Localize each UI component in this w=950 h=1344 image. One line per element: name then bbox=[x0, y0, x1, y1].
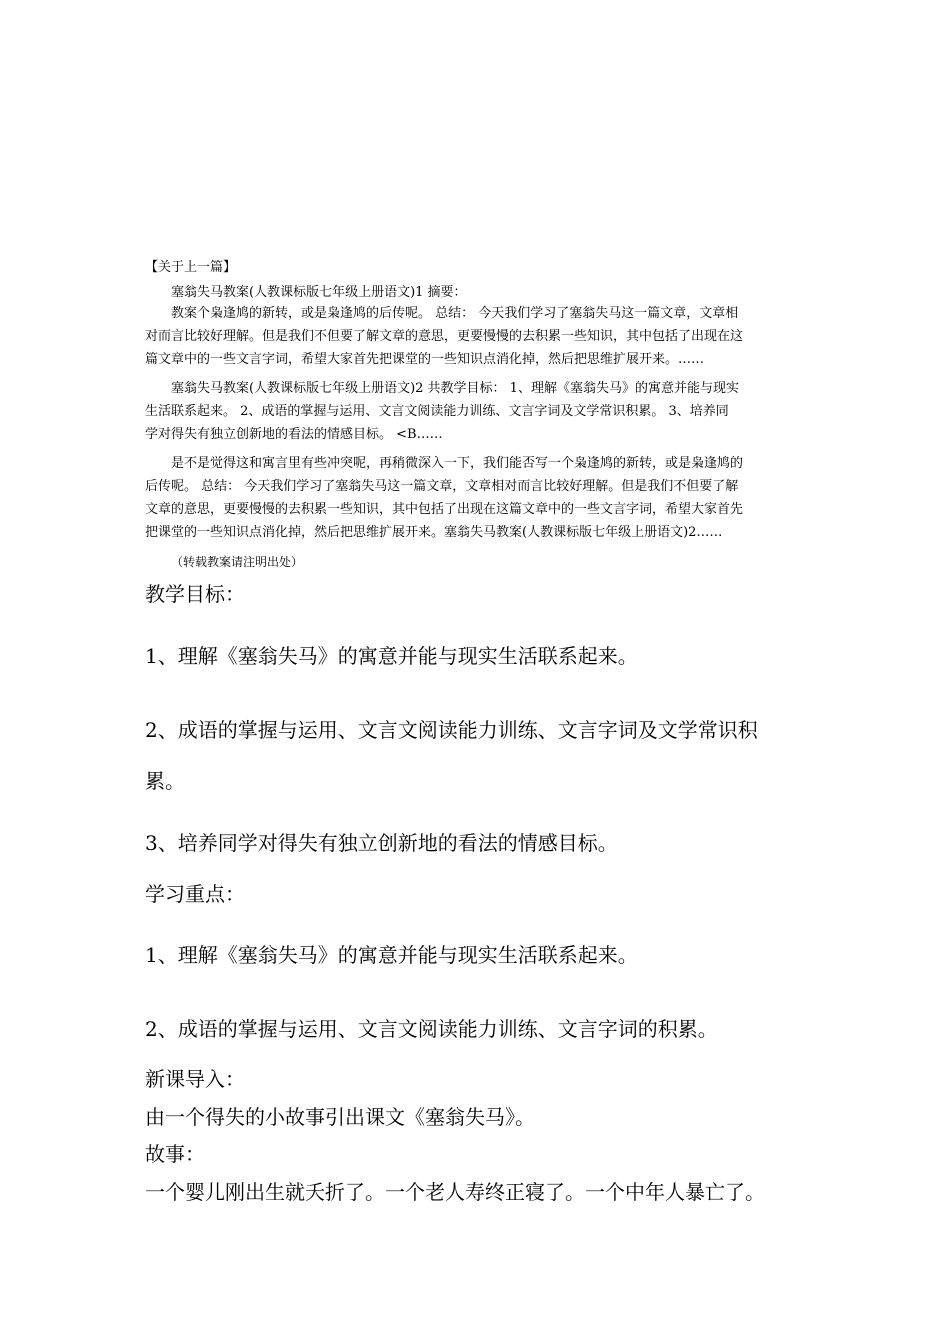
text-line: 学对得失有独立创新地的看法的情感目标。 <B…… bbox=[145, 427, 443, 442]
summary-item-3-body bbox=[145, 452, 807, 544]
text-line: 生活联系起来。 2、成语的掌握与运用、文言文阅读能力训练、文言字词及文学常识积累。 3、培养同 bbox=[145, 404, 729, 419]
focus-heading: 学习重点： bbox=[145, 882, 245, 906]
intro-heading: 新课导入： bbox=[145, 1067, 245, 1091]
focus-item: 2、成语的掌握与运用、文言文阅读能力训练、文言字词的积累。 bbox=[145, 1017, 718, 1041]
summary-item-1-title: 塞翁失马教案(人教课标版七年级上册语文)1 摘要： bbox=[171, 285, 467, 300]
story-text: 一个婴儿刚出生就夭折了。一个老人寿终正寝了。一个中年人暴亡了。 bbox=[145, 1180, 765, 1204]
text-line: 文章的意思，更要慢慢的去积累一些知识，其中包括了出现在这篇文章中的一些文言字词，希望大家首先 bbox=[145, 502, 744, 517]
objectives-heading: 教学目标： bbox=[145, 582, 245, 606]
focus-item: 1、理解《塞翁失马》的寓意并能与现实生活联系起来。 bbox=[145, 943, 638, 967]
text-line: 后传呢。 总结： 今天我们学习了塞翁失马这一篇文章，文章相对而言比较好理解。但是我们不但要了解 bbox=[145, 479, 739, 494]
story-heading: 故事： bbox=[145, 1142, 205, 1166]
text-line: 对而言比较好理解。但是我们不但要了解文章的意思，更要慢慢的去积累一些知识，其中包括了出现在这 bbox=[145, 329, 744, 344]
summary-item-1-body bbox=[145, 302, 807, 371]
text-line: 塞翁失马教案(人教课标版七年级上册语文)2 共教学目标： 1、理解《塞翁失马》的寓意并能与现实 bbox=[171, 381, 739, 396]
objective-item: 3、培养同学对得失有独立创新地的看法的情感目标。 bbox=[145, 831, 618, 855]
objective-item: 1、理解《塞翁失马》的寓意并能与现实生活联系起来。 bbox=[145, 644, 638, 668]
intro-text: 由一个得失的小故事引出课文《塞翁失马》。 bbox=[145, 1105, 535, 1129]
text-line: 是不是觉得这和寓言里有些冲突呢，再稍微深入一下，我们能否写一个枭逢鸠的新转，或是枭逢鸠的 bbox=[171, 456, 744, 471]
summary-item-2-body bbox=[145, 377, 807, 446]
text-line: 把课堂的一些知识点消化掉，然后把思维扩展开来。塞翁失马教案(人教课标版七年级上册语文)2…… bbox=[145, 525, 723, 540]
previous-article-heading: 【关于上一篇】 bbox=[145, 260, 237, 275]
repost-note: （转载教案请注明出处） bbox=[171, 555, 304, 569]
objective-item-continued: 累。 bbox=[145, 769, 185, 793]
objective-item: 2、成语的掌握与运用、文言文阅读能力训练、文言字词及文学常识积 bbox=[145, 718, 758, 742]
text-line: 篇文章中的一些文言字词，希望大家首先把课堂的一些知识点消化掉，然后把思维扩展开来。…… bbox=[145, 352, 705, 367]
text-line: 教案个枭逢鸠的新转，或是枭逢鸠的后传呢。 总结： 今天我们学习了塞翁失马这一篇文章，文章相 bbox=[171, 306, 739, 321]
